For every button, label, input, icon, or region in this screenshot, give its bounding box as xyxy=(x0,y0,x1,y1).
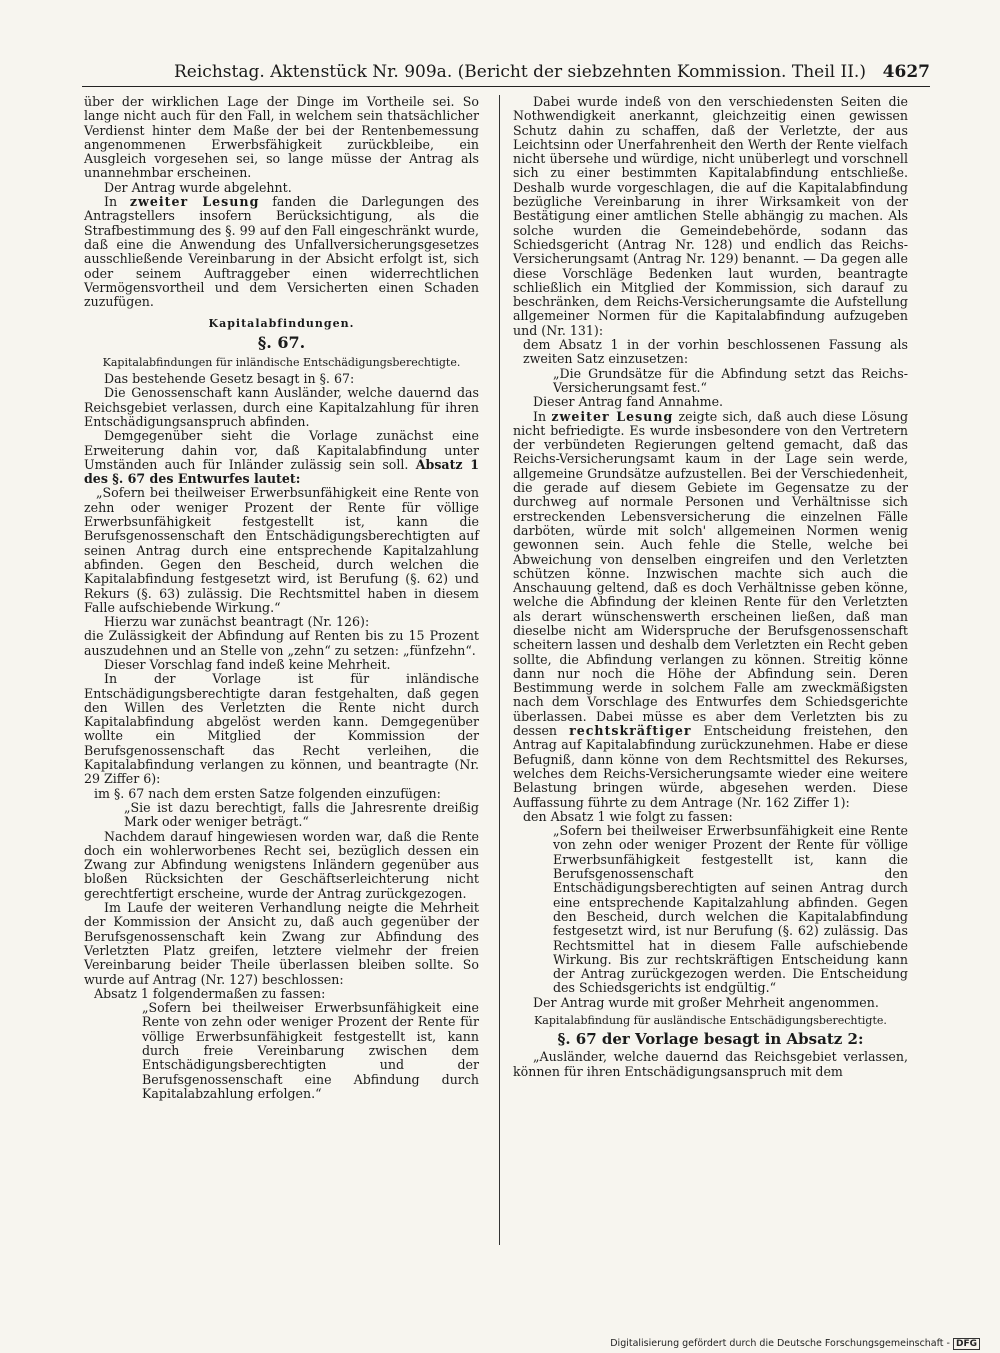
quote: „Sofern bei theilweiser Erwerbsunfähigkeit eine Rente von zehn oder weniger Prozent der Rente für völlige Erwerbsunfähigkeit festgestellt ist, kann durch freie Vereinbarung zwischen dem Entschädigungsberechtigten und der Berufsgenossenschaft eine Abfindung durch Kapitalabzahlung erfolgen.“ xyxy=(142,1000,479,1101)
column-divider xyxy=(499,95,500,1245)
paragraph-text: In xyxy=(104,194,118,210)
paragraph-text: Demgegenüber sieht die Vorlage zunächst eine Erweiterung dahin vor, daß Kapitalabfindung unter Umständen auch für Inländer zulässig sein soll. xyxy=(84,428,479,472)
paragraph xyxy=(513,410,908,810)
quote: „Sofern bei theilweiser Erwerbsunfähigkeit eine Rente von zehn oder weniger Prozent der Rente für völlige Erwerbsunfähigkeit festgestellt ist, kann die Berufsgenossenschaft den Entschädigungsberechtigten auf seinen Antrag durch eine entsprechende Kapitalzahlung abfinden. Gegen den Bescheid, durch welchen die Kapitalabfindung festgesetzt wird, ist nur Berufung (§. 62) zulässig. Das Rechtsmittel hat in diesem Falle aufschiebende Wirkung. Bis zur rechtskräftigen Entscheidung kann der Antrag zurückgezogen werden. Die Entscheidung des Schiedsgerichts ist endgültig.“ xyxy=(553,823,908,996)
paragraph-text: In xyxy=(533,408,547,424)
paragraph: Dabei wurde indeß von den verschiedensten Seiten die Nothwendigkeit anerkannt, gleichzeitig einen gewissen Schutz dahin zu schaffen, daß der Verletzte, der aus Leichtsinn oder Unerfahrenheit den Werth der Rente vielfach nicht übersehe und würdige, nicht unüberlegt und vorschnell sich zu einer bestimmten Kapitalabfindung entschließe. Deshalb wurde vorgeschlagen, die auf die Kapitalabfindung bezügliche Vereinbarung in ihrer Wirksamkeit von der Bestätigung einer amtlichen Stelle abhängig zu machen. Als solche wurden die Gemeindebehörde, sodann das Schiedsgericht (Antrag Nr. 128) und endlich das Reichs-Versicherungsamt (Antrag Nr. 129) benannt. — Da gegen alle diese Vorschläge Bedenken laut wurden, beantragte schließlich ein Mitglied der Kommission, sich darauf zu beschränken, dem Reichs-Versicherungsamte die Aufstellung allgemeiner Normen für die Kapitalabfindung aufzugeben und (Nr. 131): xyxy=(513,94,908,338)
quote: „Sofern bei theilweiser Erwerbsunfähigkeit eine Rente von zehn oder weniger Prozent der Rente für völlige Erwerbsunfähigkeit festgestellt ist, kann die Berufsgenossenschaft den Entschädigungsberechtigten auf seinen Antrag durch eine entsprechende Kapitalzahlung abfinden. Gegen den Bescheid, durch welchen die Kapitalabfindung festgesetzt wird, ist Berufung (§. 62) und Rekurs (§. 63) zulässig. Die Rechtsmittel haben in diesem Falle aufschiebende Wirkung.“ xyxy=(84,485,479,615)
footer-credit xyxy=(600,1338,980,1352)
paragraph: die Zulässigkeit der Abfindung auf Renten bis zu 15 Prozent auszudehnen und an Stelle von „zehn“ zu setzen: „fünfzehn“. xyxy=(84,628,479,658)
paragraph: im §. 67 nach dem ersten Satze folgenden einzufügen: xyxy=(94,785,441,801)
emphasis: zweiter Lesung xyxy=(551,408,674,424)
emphasis: zweiter Lesung xyxy=(129,194,260,210)
paragraph: Im Laufe der weiteren Verhandlung neigte die Mehrheit der Kommission der Ansicht zu, daß auch gegenüber der Berufsgenossenschaft kein Zwang zur Abfindung des Verletzten Platz greifen, letztere vielmehr der freien Vereinbarung beider Theile überlassen bleiben sollte. So wurde auf Antrag (Nr. 127) beschlossen: xyxy=(84,900,479,987)
paragraph: „Ausländer, welche dauernd das Reichsgebiet verlassen, können für ihren Entschädigungsanspruch mit dem xyxy=(513,1049,908,1079)
paragraph: In der Vorlage ist für inländische Entschädigungsberechtigte daran festgehalten, daß gegen den Willen des Verletzten die Rente nicht durch Kapitalabfindung abgelöst werden kann. Demgegenüber wollte ein Mitglied der Kommission der Berufsgenossenschaft das Recht verleihen, die Kapitalabfindung verlangen zu können, und beantragte (Nr. 29 Ziffer 6): xyxy=(84,671,479,787)
quote: „Die Grundsätze für die Abfindung setzt das Reichs-Versicherungsamt fest.“ xyxy=(553,365,908,395)
paragraph xyxy=(84,429,479,486)
paragraph: über der wirklichen Lage der Dinge im Vortheile sei. So lange nicht auch für den Fall, in welchem sein thatsächlicher Verdienst hinter dem Maße der bei der Rentenbemessung angenommenen Erwerbsfähigkeit zurückbleibe, ein Ausgleich vorgesehen sei, so lange müsse der Antrag als unannehmbar erscheinen. xyxy=(84,94,479,181)
paragraph xyxy=(84,195,479,309)
emphasis: Absatz 1 des §. 67 des Entwurfes lautet: xyxy=(84,456,479,487)
paragraph: Absatz 1 folgendermaßen zu fassen: xyxy=(94,985,326,1001)
running-title: Reichstag. Aktenstück Nr. 909a. (Bericht der siebzehnten Kommission. Theil II.) xyxy=(174,62,866,82)
paragraph-heading: §. 67 der Vorlage besagt in Absatz 2: xyxy=(557,1030,864,1049)
paragraph: Der Antrag wurde abgelehnt. xyxy=(104,179,292,195)
paragraph-text: fanden die Darlegungen des Antragstellers insofern Berücksichtigung, als die Strafbestimmung des §. 99 auf den Fall eingeschränkt wurde, daß eine die Anwendung des Unfallversicherungsgesetzes ausschließende Vereinbarung in der Absicht erfolgt ist, sich oder seinem Auftraggeber einen widerrechtlichen Vermögensvortheil und dem Versicherten einen Schaden zuzufügen. xyxy=(84,194,479,310)
paragraph: dem Absatz 1 in der vorhin beschlossenen Fassung als zweiten Satz einzusetzen: xyxy=(523,337,908,367)
quote: „Sie ist dazu berechtigt, falls die Jahresrente dreißig Mark oder weniger beträgt.“ xyxy=(124,799,479,830)
paragraph: Nachdem darauf hingewiesen worden war, daß die Rente doch ein wohlerworbenes Recht sei, bezüglich dessen ein Zwang zur Abfindung wenigstens Inländern gegenüber aus bloßen Rücksichten der Geschäftserleichterung nicht gerechtfertigt erscheine, wurde der Antrag zurückgezogen. xyxy=(84,828,479,901)
paragraph: Hierzu war zunächst beantragt (Nr. 126): xyxy=(104,614,370,630)
subheading: Kapitalabfindung für ausländische Entschädigungsberechtigte. xyxy=(534,1014,887,1027)
paragraph: Dieser Antrag fand Annahme. xyxy=(533,394,724,410)
page-header xyxy=(82,60,930,87)
paragraph: Die Genossenschaft kann Ausländer, welche dauernd das Reichsgebiet verlassen, durch eine Kapitalzahlung für ihren Entschädigungsanspruch abfinden. xyxy=(84,385,479,429)
footer-text: Digitalisierung gefördert durch die Deutsche Forschungsgemeinschaft - xyxy=(610,1338,950,1349)
paragraph-text: zeigte sich, daß auch diese Lösung nicht befriedigte. Es wurde insbesondere von den Vertretern der verbündeten Regierungen geltend gemacht, daß das Reichs-Versicherungsamt kaum in der Lage sein werde, allgemeine Grundsätze aufzustellen. Bei der Verschiedenheit, die gerade auf diesem Gebiete im Gegensatze zu der durchweg auf normale Personen und Verhältnisse sich erstreckenden Lebensversicherung die einzelnen Fälle darböten, würde mit solch' allgemeinen Normen wenig gewonnen sein. Auch fehle die Stelle, welche bei Abweichung von denselben eingreifen und den Verletzten schützen könne. Inzwischen machte sich auch die Anschauung geltend, daß es doch Verhältnisse geben könne, welche die Abfindung der kleinen Rente für den Verletzten als derart wünschenswerth erscheinen ließen, daß man dieselbe nicht am Widerspruche der Berufsgenossenschaft scheitern lassen und deshalb dem Verletzten ein Recht geben sollte, die Abfindung verlangen zu können. Streitig könne dann nur noch die Höhe der Abfindung sein. Deren Bestimmung werde in solchem Falle am zweckmäßigsten nach dem Vorschlage des Entwurfes dem Schiedsgerichte überlassen. Dabei müsse es aber dem Verletzten bis zu dessen xyxy=(513,408,908,739)
paragraph: Dieser Vorschlag fand indeß keine Mehrheit. xyxy=(104,656,391,672)
paragraph-text: Entscheidung freistehen, den Antrag auf Kapitalabfindung zurückzunehmen. Habe er diese Befugniß, dann könne von dem Rechtsmittel des Rekurses, welches dem Reichs-Versicherungsamte wieder eine weitere Belastung bringen würde, abgesehen werden. Diese Auffassung führte zu dem Antrage (Nr. 162 Ziffer 1): xyxy=(513,723,908,810)
subheading: Kapitalabfindungen für inländische Entschädigungsberechtigte. xyxy=(102,355,461,369)
section-heading: Kapitalabfindungen. xyxy=(208,317,355,331)
paragraph: Das bestehende Gesetz besagt in §. 67: xyxy=(104,371,355,387)
paragraph: den Absatz 1 wie folgt zu fassen: xyxy=(523,808,733,824)
dfg-logo: DFG xyxy=(953,1338,980,1350)
right-column xyxy=(513,95,908,1079)
page-number: 4627 xyxy=(882,62,930,82)
left-column xyxy=(84,95,479,1101)
emphasis: rechtskräftiger xyxy=(569,723,692,739)
paragraph-heading: §. 67. xyxy=(257,332,306,352)
paragraph: Der Antrag wurde mit großer Mehrheit angenommen. xyxy=(533,994,879,1010)
